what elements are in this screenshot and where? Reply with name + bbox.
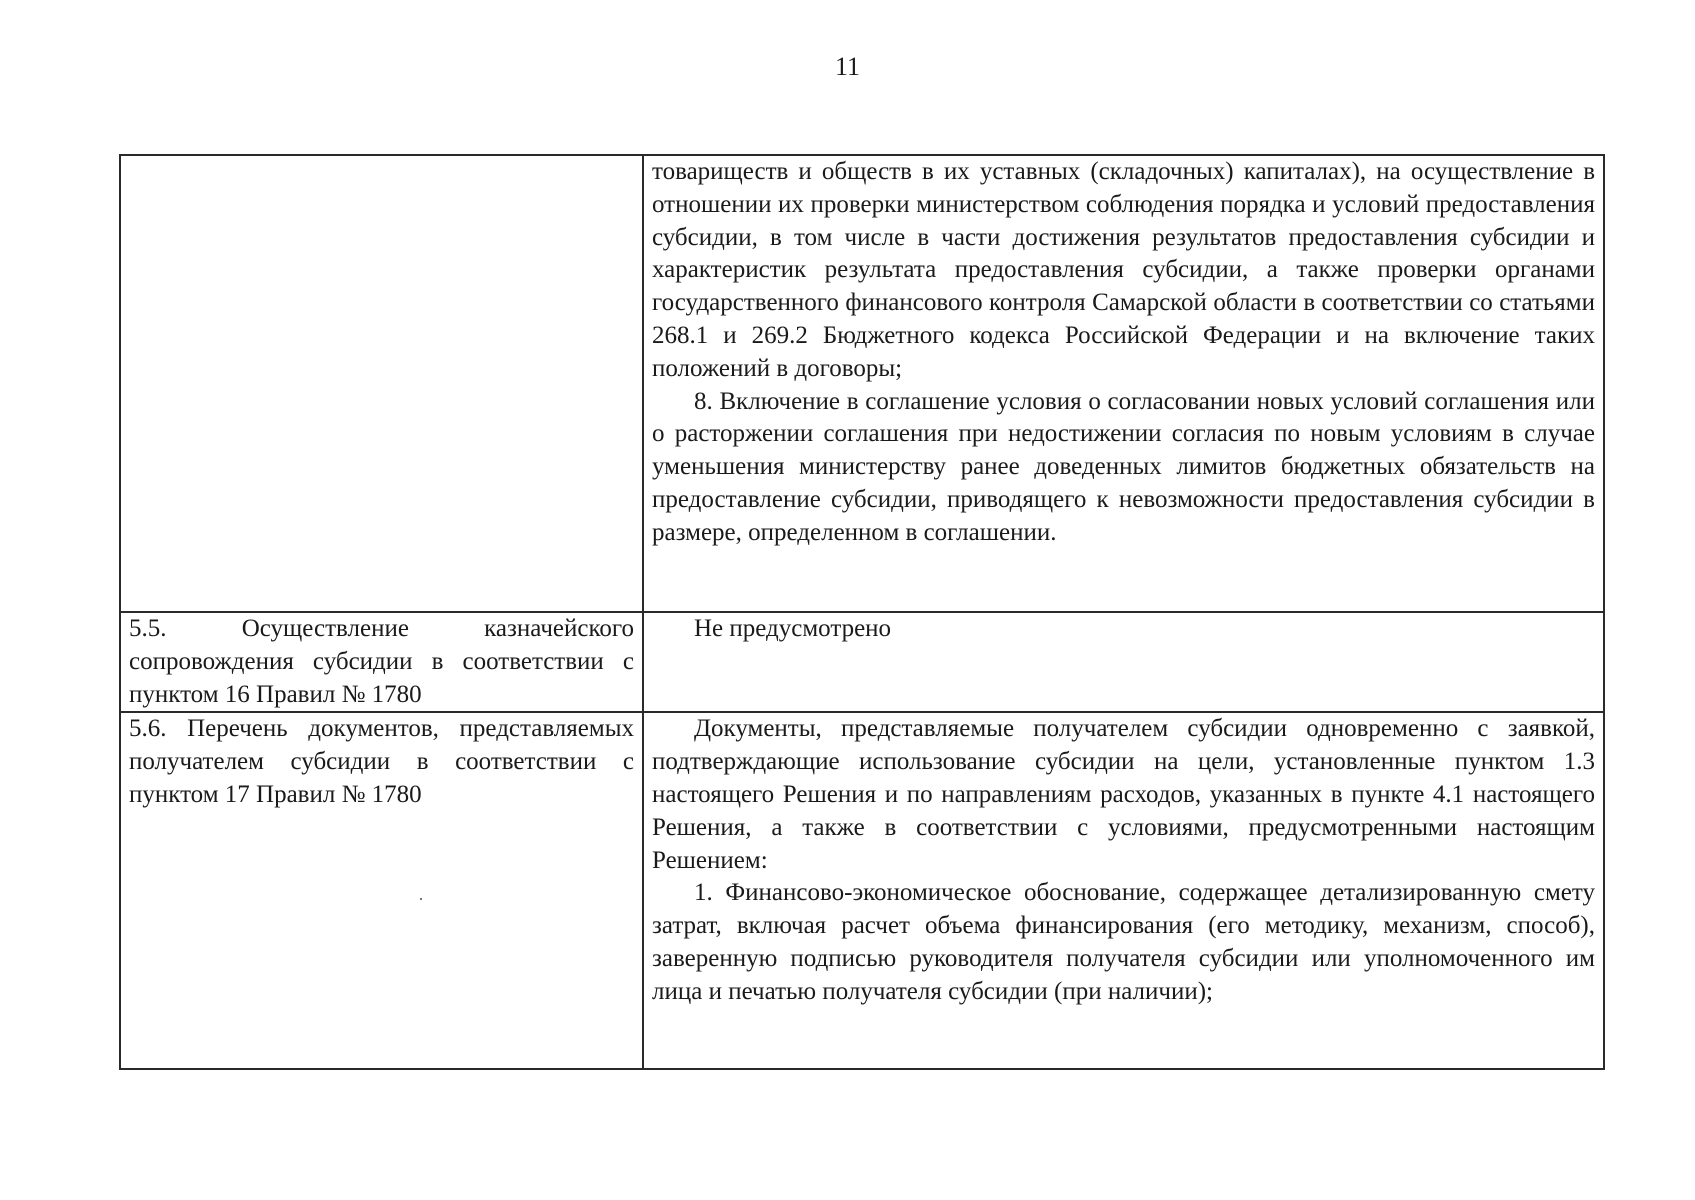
table-row [120,712,1604,1069]
paragraph-continuation: товариществ и обществ в их уставных (складочных) капиталах), на осуществление в отношении их проверки министерством соблюдения порядка и условий предоставления субсидии, в том числе в части достижения результатов предоставления субсидии и характеристик результата предоставления субсидии, а также проверки органами государственного финансового контроля Самарской области в соответствии со статьями 268.1 и 269.2 Бюджетного кодекса Российской Федерации и на включение таких положений в договоры; [652,158,1595,382]
table-cell-right [643,155,1604,612]
table-cell-right [643,612,1604,712]
table-cell-left-empty [120,155,643,612]
table-row [120,155,1604,612]
table-row [120,612,1604,712]
section-5-6-label: 5.6. Перечень документов, представляемых получателем субсидии в соответствии с пунктом 17 Правил № 1780 [129,715,634,808]
section-5-5-label: 5.5. Осуществление казначейского сопровождения субсидии в соответствии с пунктом 16 Правил № 1780 [129,615,634,708]
section-5-6-item-1: 1. Финансово-экономическое обоснование, содержащее детализированную смету затрат, включая расчет объема финансирования (его методику, механизм, способ), заверенную подписью руководителя получателя субсидии или уполномоченного им лица и печатью получателя субсидии (при наличии); [652,879,1595,1005]
table-cell-left [120,712,643,1069]
page-number: 11 [834,52,861,81]
table-cell-left [120,612,643,712]
section-5-6-intro: Документы, представляемые получателем субсидии одновременно с заявкой, подтверждающие использование субсидии на цели, установленные пунктом 1.3 настоящего Решения и по направлениям расходов, указанных в пункте 4.1 настоящего Решения, а также в соответствии с условиями, предусмотренными настоящим Решением: [652,715,1595,874]
section-5-5-value: Не предусмотрено [694,615,892,642]
table-cell-right [643,712,1604,1069]
paragraph-item-8: 8. Включение в соглашение условия о согласовании новых условий соглашения или о расторжении соглашения при недостижении согласия по новым условиям в случае уменьшения министерству ранее доведенных лимитов бюджетных обязательств на предоставление субсидии, приводящего к невозможности предоставления субсидии в размере, определенном в соглашении. [652,387,1595,546]
document-table [119,154,1605,1070]
scan-speck [420,898,422,900]
